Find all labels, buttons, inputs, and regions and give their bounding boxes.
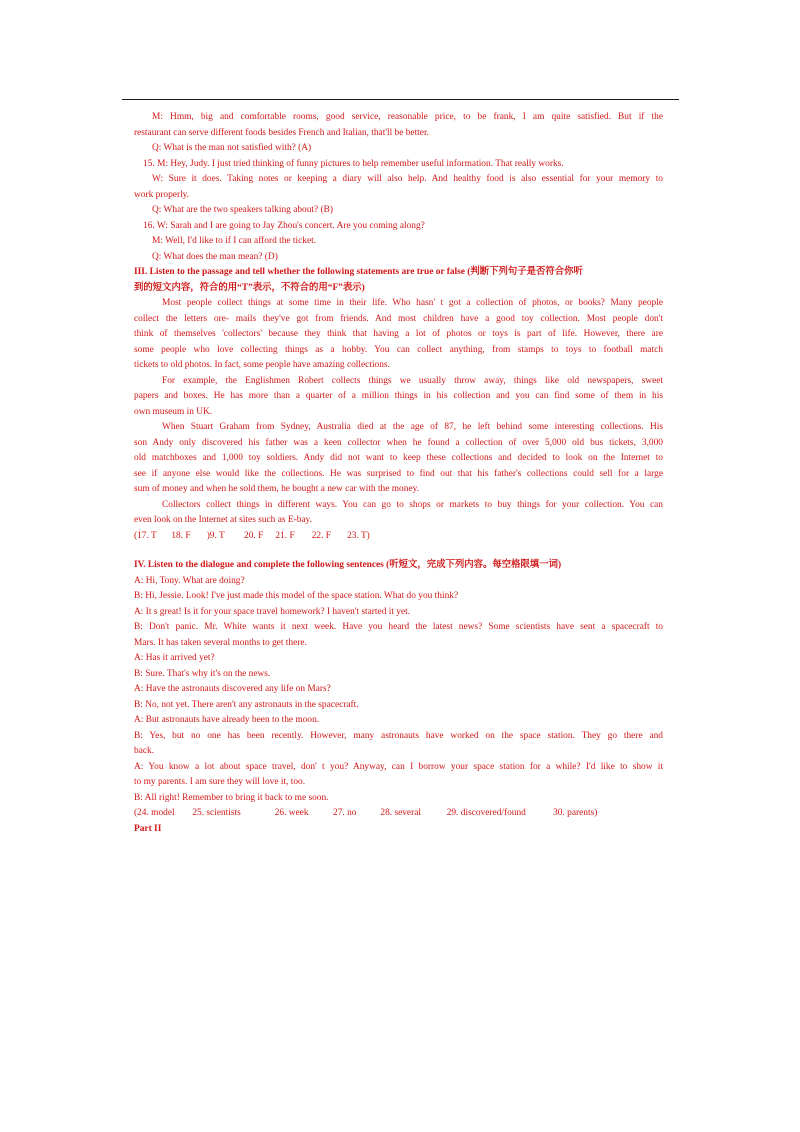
dialogue-line: A: You know a lot about space travel, don' t you? Anyway, can I borrow your space station for a while? I'd like to show it	[134, 761, 663, 772]
question-line: Q: What does the man mean? (D)	[152, 251, 278, 262]
dialogue-line: work properly.	[134, 189, 190, 200]
answer-key	[134, 806, 663, 822]
dialogue-line: A: It s great! Is it for your space travel homework? I haven't started it yet.	[134, 606, 411, 617]
section-2-tail	[134, 110, 663, 265]
passage-line: papers and boxes. He has more than a quarter of a million things in his collection and you can find some of them in his	[134, 391, 663, 401]
passage-line: some people who love collecting things as a hobby. You can collect anything, from stamps to toys to football match	[134, 344, 663, 355]
dialogue-line: B: Sure. That's why it's on the news.	[134, 668, 271, 679]
section-heading: III. Listen to the passage and tell whether the following statements are true or false (判断下列句子是否符合你听	[134, 267, 583, 277]
passage-line: collect the letters ore- mails they've got from friends. And most children have a good toy collection. Most people don't	[134, 313, 663, 324]
answer-item: (17. T	[134, 530, 157, 541]
document-page	[134, 110, 663, 837]
answer-item: (24. model	[134, 808, 175, 818]
passage-line: When Stuart Graham from Sydney, Australia died at the age of 87, he left behind some interesting collections. His	[162, 422, 663, 432]
passage-line: see if anyone else would like the collections. He was surprised to find out that his father's collections could sell for a large	[134, 468, 663, 479]
dialogue-line: back.	[134, 746, 155, 756]
passage-line: tickets to old photos. In fact, some people have amazing collections.	[134, 360, 390, 370]
passage-line: think of themselves 'collectors' because they think that having a lot of photos or toys is part of life. However, there are	[134, 329, 663, 339]
dialogue-line: B: All right! Remember to bring it back to me soon.	[134, 792, 329, 803]
dialogue-line: restaurant can serve different foods besides French and Italian, that'll be better.	[134, 127, 429, 138]
answer-item: 26. week	[274, 808, 309, 818]
dialogue-line: M: Hmm, big and comfortable rooms, good service, reasonable price, to be frank, I am quite satisfied. But if the	[152, 112, 663, 122]
dialogue-line: 16. W: Sarah and I are going to Jay Zhou's concert. Are you coming along?	[143, 220, 425, 231]
answer-key	[134, 529, 663, 545]
answer-item: 28. several	[380, 808, 421, 818]
section-4	[134, 558, 663, 837]
section-heading: IV. Listen to the dialogue and complete the following sentences (听短文，完成下列内容。每空格限填一词)	[134, 560, 562, 570]
passage-line: Most people collect things at some time in their life. Who hasn' t got a collection of photos, or books? Many people	[162, 298, 663, 308]
question-line: Q: What is the man not satisfied with? (A)	[152, 143, 312, 153]
passage-line: sum of money and when he sold them, he bought a new car with the money.	[134, 484, 420, 494]
dialogue-line: B: Yes, but no one has been recently. However, many astronauts have worked on the space station. They go there and	[134, 730, 663, 741]
answer-item: 30. parents)	[553, 808, 598, 818]
part-label: Part II	[134, 823, 162, 834]
dialogue-line: W: Sure it does. Taking notes or keeping a diary will also help. And healthy food is also essential for your memory to	[152, 174, 663, 184]
question-line: Q: What are the two speakers talking about? (B)	[152, 205, 334, 215]
answer-item: 29. discovered/found	[446, 808, 526, 818]
header-rule	[122, 99, 679, 100]
dialogue-line: 15. M: Hey, Judy. I just tried thinking of funny pictures to help remember useful information. That really works.	[143, 158, 564, 169]
passage-line: own museum in UK.	[134, 406, 213, 417]
answer-item: )9. T	[206, 530, 225, 541]
answer-item: 22. F	[311, 530, 331, 541]
dialogue-line: M: Well, I'd like to if I can afford the ticket.	[152, 236, 317, 246]
dialogue-line: Mars. It has taken several months to get there.	[134, 637, 307, 648]
passage-line: Collectors collect things in different ways. You can go to shops or markets to buy things for your collection. You can	[162, 499, 663, 510]
passage-line: even look on the Internet at sites such as E-bay.	[134, 515, 312, 525]
dialogue-line: A: Have the astronauts discovered any life on Mars?	[134, 684, 331, 694]
dialogue-line: A: But astronauts have already been to the moon.	[134, 715, 320, 725]
answer-item: 18. F	[171, 530, 191, 541]
passage-line: For example, the Englishmen Robert collects things we usually throw away, things like old newspapers, sweet	[162, 375, 663, 386]
passage-line: old matchboxes and 1,000 toy soldiers. Andy did not want to keep these collections and decided to look on the Internet to	[134, 453, 663, 463]
passage-line: son Andy only discovered his father was a keen collector when he found a collection of over 5,000 old bus tickets, 3,000	[134, 437, 663, 448]
answer-item: 23. T)	[347, 530, 370, 541]
dialogue-line: B: Hi, Jessie. Look! I've just made this model of the space station. What do you think?	[134, 591, 459, 601]
dialogue-line: B: No, not yet. There aren't any astronauts in the spacecraft.	[134, 699, 359, 710]
section-3	[134, 265, 663, 544]
answer-item: 20. F	[244, 530, 264, 541]
dialogue-line: A: Hi, Tony. What are doing?	[134, 575, 245, 586]
answer-item: 25. scientists	[192, 808, 241, 818]
dialogue-line: B: Don't panic. Mr. White wants it next week. Have you heard the latest news? Some scientists have sent a spacecraft to	[134, 622, 663, 632]
dialogue-line: A: Has it arrived yet?	[134, 653, 215, 663]
section-heading: 到的短文内容，符合的用“T”表示，不符合的用“F”表示)	[134, 282, 365, 293]
answer-item: 27. no	[333, 808, 357, 818]
dialogue-line: to my parents. I am sure they will love it, too.	[134, 777, 306, 787]
answer-item: 21. F	[275, 530, 295, 541]
